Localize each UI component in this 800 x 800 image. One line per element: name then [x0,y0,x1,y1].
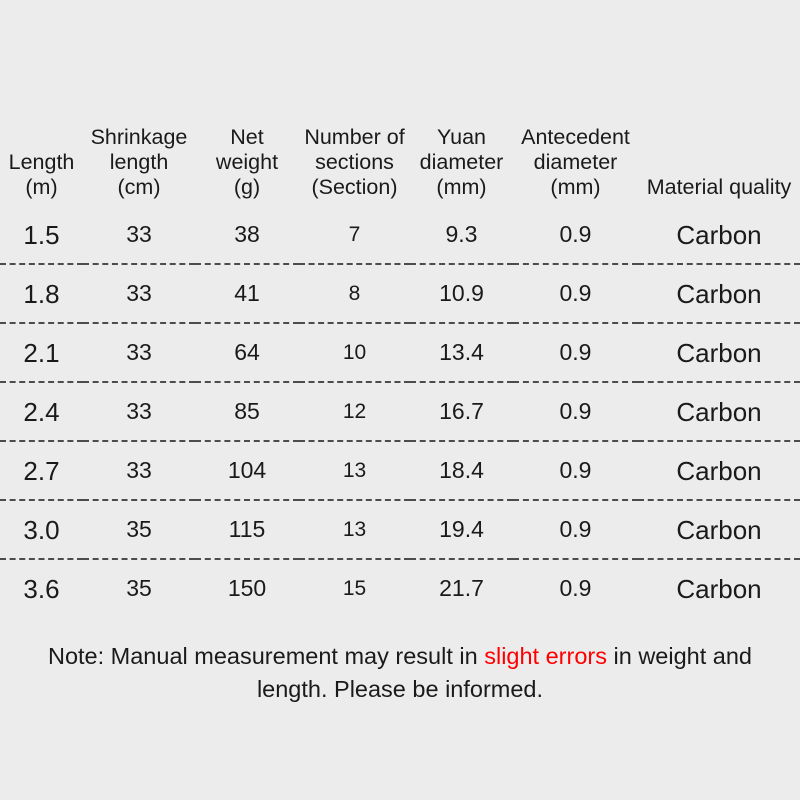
column-header-number-of-sections [299,104,410,206]
cell-material: Carbon [638,500,800,559]
table-row [0,559,800,617]
cell-yuan: 18.4 [410,441,513,500]
note-highlight: slight errors [484,643,607,669]
table-header [0,104,800,206]
table-row [0,441,800,500]
cell-weight: 38 [195,206,299,264]
cell-sections: 13 [299,441,410,500]
cell-shrinkage: 35 [126,575,152,601]
cell-shrinkage: 33 [83,323,195,382]
cell-material: Carbon [676,573,762,604]
column-header-yuan-diameter-name: Yuan diameter [419,125,504,174]
column-header-material-quality-name: Material quality [646,175,792,199]
column-header-yuan-diameter-unit: (mm) [436,175,487,199]
column-header-shrinkage-length-name: Shrinkage length [90,125,188,174]
cell-sections: 10 [299,323,410,382]
cell-antecedent: 0.9 [513,264,638,323]
column-header-length-name: Length [8,150,75,174]
cell-material: Carbon [638,264,800,323]
table-row [0,264,800,323]
column-header-shrinkage-length-unit: (cm) [117,175,161,199]
cell-yuan: 13.4 [410,323,513,382]
note-text-part1: Note: Manual measurement may result in [47,643,485,669]
cell-shrinkage: 33 [83,264,195,323]
cell-antecedent: 0.9 [513,441,638,500]
table-row [0,500,800,559]
cell-shrinkage: 33 [83,441,195,500]
cell-sections: 12 [299,382,410,441]
column-header-number-of-sections-unit: (Section) [311,175,398,199]
cell-material: Carbon [638,382,800,441]
cell-length: 3.0 [0,500,83,559]
column-header-length [0,104,83,206]
cell-material: Carbon [638,206,800,264]
column-header-material-quality [638,104,800,206]
column-header-shrinkage-length [83,104,195,206]
cell-antecedent: 0.9 [513,323,638,382]
column-header-net-weight [195,104,299,206]
cell-weight: 64 [195,323,299,382]
cell-antecedent: 0.9 [513,500,638,559]
cell-yuan: 19.4 [410,500,513,559]
column-header-antecedent-diameter-unit: (mm) [550,175,601,199]
column-header-number-of-sections-name: Number of sections [304,125,405,174]
cell-sections: 13 [299,500,410,559]
column-header-net-weight-unit: (g) [233,175,261,199]
cell-antecedent: 0.9 [513,206,638,264]
cell-weight: 104 [195,441,299,500]
cell-material: Carbon [638,441,800,500]
measurement-note [40,640,760,706]
note-text-part2: in weight and length. Please be informed. [256,643,753,702]
cell-length: 1.5 [0,206,83,264]
cell-weight: 41 [195,264,299,323]
cell-length: 2.7 [0,441,83,500]
table-row [0,323,800,382]
cell-length: 3.6 [23,573,60,604]
cell-shrinkage: 33 [83,382,195,441]
cell-weight: 85 [195,382,299,441]
cell-antecedent: 0.9 [513,382,638,441]
table-row [0,382,800,441]
table-row [0,206,800,264]
cell-sections: 8 [299,264,410,323]
specification-table [0,104,800,617]
header-row [0,104,800,206]
table-body [0,206,800,617]
cell-weight: 150 [227,575,267,601]
cell-yuan: 16.7 [410,382,513,441]
cell-length: 2.1 [0,323,83,382]
cell-sections: 15 [342,577,367,600]
cell-yuan: 9.3 [410,206,513,264]
cell-weight: 115 [195,500,299,559]
cell-shrinkage: 35 [83,500,195,559]
cell-shrinkage: 33 [83,206,195,264]
cell-length: 1.8 [0,264,83,323]
column-header-antecedent-diameter [513,104,638,206]
cell-yuan: 10.9 [410,264,513,323]
column-header-antecedent-diameter-name: Antecedent diameter [521,125,630,174]
cell-material: Carbon [638,323,800,382]
cell-sections: 7 [299,206,410,264]
cell-length: 2.4 [0,382,83,441]
column-header-net-weight-name: Net weight [215,125,279,174]
cell-yuan: 21.7 [439,575,484,601]
column-header-yuan-diameter [410,104,513,206]
column-header-length-unit: (m) [25,175,58,199]
cell-antecedent: 0.9 [559,575,592,601]
